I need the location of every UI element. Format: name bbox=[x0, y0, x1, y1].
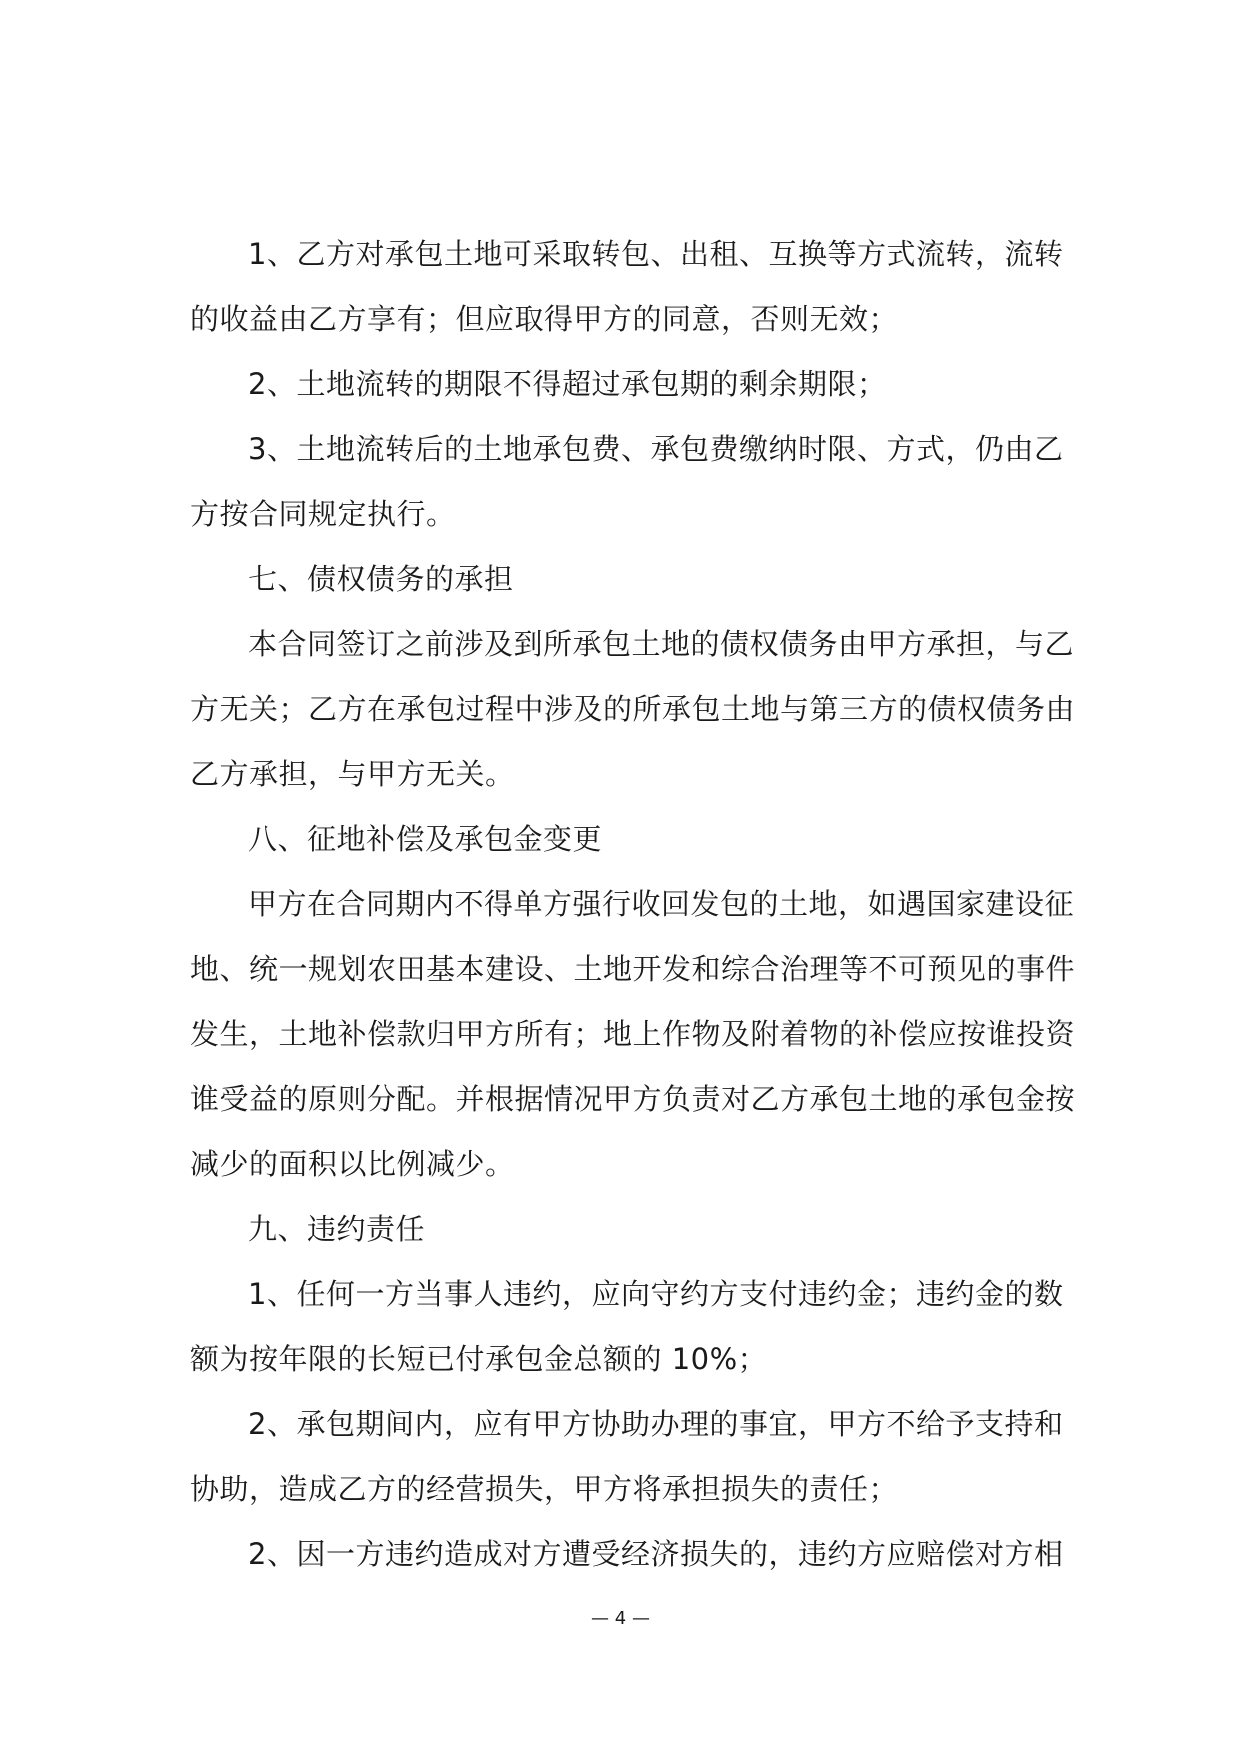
paragraph-line: 1、任何一方当事人违约，应向守约方支付违约金；违约金的数 bbox=[248, 1277, 1064, 1311]
paragraph-line: 2、承包期间内，应有甲方协助办理的事宜，甲方不给予支持和 bbox=[248, 1407, 1064, 1441]
paragraph-line: 甲方在合同期内不得单方强行收回发包的土地，如遇国家建设征 bbox=[248, 887, 1075, 921]
paragraph-line: 乙方承担，与甲方无关。 bbox=[190, 757, 515, 791]
paragraph-line: 的收益由乙方享有；但应取得甲方的同意，否则无效； bbox=[190, 302, 899, 336]
paragraph-line: 2、因一方违约造成对方遭受经济损失的，违约方应赔偿对方相 bbox=[248, 1537, 1064, 1571]
page-number: — 4 — bbox=[591, 1608, 650, 1629]
document-body bbox=[190, 222, 1076, 1587]
paragraph-line: 方无关；乙方在承包过程中涉及的所承包土地与第三方的债权债务由 bbox=[190, 692, 1076, 726]
paragraph-line: 1、乙方对承包土地可采取转包、出租、互换等方式流转，流转 bbox=[248, 237, 1064, 271]
paragraph-line: 3、土地流转后的土地承包费、承包费缴纳时限、方式，仍由乙 bbox=[248, 432, 1064, 466]
section-heading: 八、征地补偿及承包金变更 bbox=[248, 822, 603, 856]
paragraph-line: 协助，造成乙方的经营损失，甲方将承担损失的责任； bbox=[190, 1472, 899, 1506]
paragraph-line: 减少的面积以比例减少。 bbox=[190, 1147, 515, 1181]
paragraph-line: 谁受益的原则分配。并根据情况甲方负责对乙方承包土地的承包金按 bbox=[190, 1082, 1076, 1116]
section-heading: 七、债权债务的承担 bbox=[248, 562, 514, 596]
paragraph-line: 发生，土地补偿款归甲方所有；地上作物及附着物的补偿应按谁投资 bbox=[190, 1017, 1076, 1051]
section-heading: 九、违约责任 bbox=[248, 1212, 426, 1246]
paragraph-line: 2、土地流转的期限不得超过承包期的剩余期限； bbox=[248, 367, 887, 401]
paragraph-line: 额为按年限的长短已付承包金总额的 10%； bbox=[190, 1342, 768, 1376]
paragraph-line: 方按合同规定执行。 bbox=[190, 497, 456, 531]
paragraph-line: 地、统一规划农田基本建设、土地开发和综合治理等不可预见的事件 bbox=[190, 952, 1076, 986]
paragraph-line: 本合同签订之前涉及到所承包土地的债权债务由甲方承担，与乙 bbox=[248, 627, 1075, 661]
